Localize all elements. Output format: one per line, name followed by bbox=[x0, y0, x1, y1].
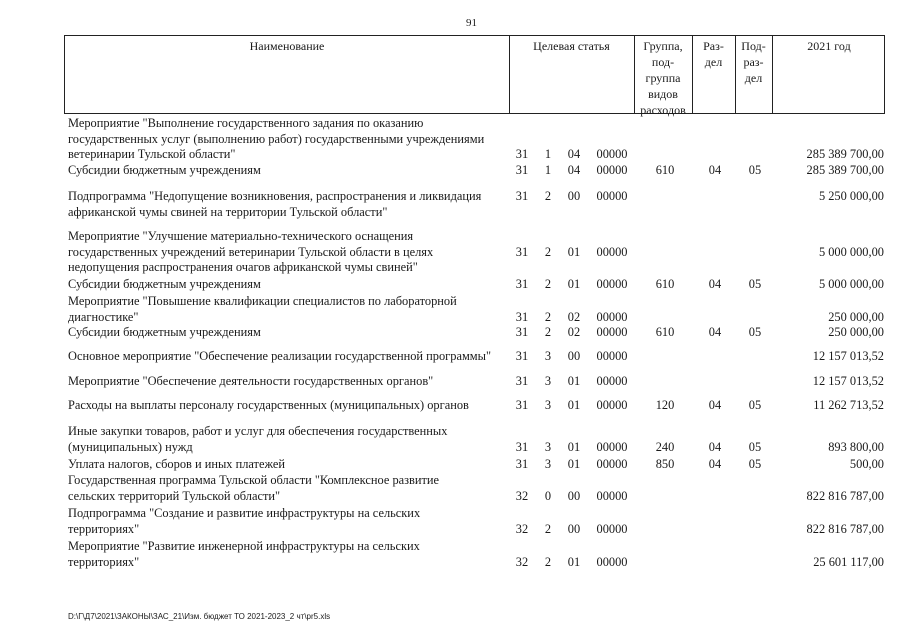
row-name-line: Подпрограмма "Недопущение возникновения, распространения и ликвидация bbox=[68, 189, 482, 203]
target-code-3: 04 bbox=[567, 163, 581, 177]
row-name-line: Мероприятие "Развитие инженерной инфраструктуры на сельских bbox=[68, 539, 420, 553]
target-code-3: 01 bbox=[567, 554, 581, 569]
podrazdel: 05 bbox=[748, 398, 762, 412]
target-code-2: 2 bbox=[544, 554, 552, 569]
podrazdel: 05 bbox=[748, 163, 762, 177]
podrazdel: 05 bbox=[748, 277, 762, 291]
amount-2021: 5 000 000,00 bbox=[818, 277, 884, 291]
row-name-line: Субсидии бюджетным учреждениям bbox=[68, 325, 261, 339]
header-group-line: Группа, bbox=[643, 39, 683, 53]
row-name-line: Мероприятие "Обеспечение деятельности государственных органов" bbox=[68, 374, 434, 388]
razdel: 04 bbox=[708, 398, 722, 412]
target-code-1: 31 bbox=[515, 147, 529, 161]
target-code-4: 00000 bbox=[596, 163, 628, 177]
amount-2021: 250 000,00 bbox=[828, 325, 884, 339]
row-name-line: Мероприятие "Улучшение материально-технического оснащения bbox=[68, 229, 414, 243]
page-number: 91 bbox=[466, 17, 477, 29]
target-code-4: 00000 bbox=[596, 325, 628, 339]
razdel: 04 bbox=[708, 277, 722, 291]
target-code-1: 31 bbox=[515, 439, 529, 454]
target-code-2: 3 bbox=[544, 398, 552, 412]
amount-2021: 12 157 013,52 bbox=[812, 349, 884, 363]
amount-2021: 5 000 000,00 bbox=[818, 244, 884, 259]
header-year: 2021 год bbox=[807, 39, 851, 53]
amount-2021: 250 000,00 bbox=[828, 309, 884, 324]
target-code-4: 00000 bbox=[596, 488, 628, 503]
target-code-3: 01 bbox=[567, 244, 581, 259]
target-code-2: 2 bbox=[544, 189, 552, 203]
podrazdel: 05 bbox=[748, 325, 762, 339]
header-razdel-line: дел bbox=[704, 55, 723, 69]
row-name-line: Мероприятие "Выполнение государственного задания по оказанию bbox=[68, 116, 424, 130]
row-name-line: ветеринарии Тульской области" bbox=[68, 147, 236, 161]
target-code-3: 01 bbox=[567, 277, 581, 291]
target-code-4: 00000 bbox=[596, 349, 628, 363]
target-code-1: 32 bbox=[515, 554, 529, 569]
row-name bbox=[68, 294, 508, 325]
target-code-1: 31 bbox=[515, 189, 529, 203]
row-name bbox=[68, 539, 508, 570]
target-code-1: 31 bbox=[515, 325, 529, 339]
amount-2021: 11 262 713,52 bbox=[813, 398, 884, 412]
target-code-1: 31 bbox=[515, 277, 529, 291]
row-name-line: Субсидии бюджетным учреждениям bbox=[68, 163, 261, 177]
target-code-3: 01 bbox=[567, 457, 581, 471]
podrazdel: 05 bbox=[748, 457, 762, 471]
row-name-line: (муниципальных) нужд bbox=[68, 439, 193, 454]
row-name-line: диагностике" bbox=[68, 309, 139, 324]
row-name-line: территориях" bbox=[68, 554, 140, 569]
expense-group: 850 bbox=[655, 457, 675, 471]
target-code-3: 00 bbox=[567, 189, 581, 203]
row-name bbox=[68, 189, 508, 220]
header-podrazdel-line: дел bbox=[744, 71, 763, 85]
row-name bbox=[68, 374, 508, 390]
header-podrazdel-line: раз- bbox=[743, 55, 764, 69]
expense-group: 240 bbox=[655, 439, 675, 454]
target-code-2: 2 bbox=[544, 325, 552, 339]
header-group-line: под- bbox=[651, 55, 675, 69]
amount-2021: 5 250 000,00 bbox=[818, 189, 884, 203]
target-code-2: 2 bbox=[544, 277, 552, 291]
target-code-4: 00000 bbox=[596, 189, 628, 203]
target-code-2: 2 bbox=[544, 244, 552, 259]
row-name-line: государственных услуг (выполнению работ) государственными учреждениями bbox=[68, 131, 485, 146]
row-name-line: территориях" bbox=[68, 521, 140, 536]
expense-group: 610 bbox=[655, 277, 675, 291]
row-name bbox=[68, 229, 508, 276]
target-code-3: 00 bbox=[567, 349, 581, 363]
target-code-2: 2 bbox=[544, 309, 552, 324]
header-group-line: группа bbox=[645, 71, 681, 85]
amount-2021: 285 389 700,00 bbox=[806, 163, 884, 177]
target-code-2: 2 bbox=[544, 521, 552, 536]
target-code-4: 00000 bbox=[596, 521, 628, 536]
header-group-line: видов bbox=[648, 87, 678, 101]
row-name bbox=[68, 457, 508, 473]
target-code-4: 00000 bbox=[596, 554, 628, 569]
expense-group: 610 bbox=[655, 163, 675, 177]
header-name: Наименование bbox=[249, 39, 325, 53]
header-group bbox=[634, 38, 692, 118]
razdel: 04 bbox=[708, 439, 722, 454]
target-code-2: 3 bbox=[544, 457, 552, 471]
target-code-4: 00000 bbox=[596, 244, 628, 259]
header-razdel-line: Раз- bbox=[703, 39, 724, 53]
expense-group: 610 bbox=[655, 325, 675, 339]
row-name bbox=[68, 116, 508, 163]
target-code-3: 01 bbox=[567, 398, 581, 412]
row-name-line: Субсидии бюджетным учреждениям bbox=[68, 277, 261, 291]
target-code-3: 00 bbox=[567, 488, 581, 503]
target-code-4: 00000 bbox=[596, 277, 628, 291]
target-code-4: 00000 bbox=[596, 439, 628, 454]
row-name bbox=[68, 277, 508, 293]
target-code-2: 3 bbox=[544, 374, 552, 388]
row-name-line: государственных учреждений ветеринарии Тульской области в целях bbox=[68, 244, 434, 259]
amount-2021: 500,00 bbox=[849, 457, 884, 471]
amount-2021: 822 816 787,00 bbox=[806, 488, 884, 503]
amount-2021: 285 389 700,00 bbox=[806, 147, 884, 161]
file-path-footer: D:\Г\Д7\2021\ЗАКОНЫ\ЗАС_21\Изм. бюджет ТО 2021-2023_2 чт\pr5.xls bbox=[68, 612, 331, 621]
razdel: 04 bbox=[708, 163, 722, 177]
target-code-2: 1 bbox=[544, 147, 552, 161]
row-name bbox=[68, 325, 508, 341]
row-name bbox=[68, 163, 508, 179]
target-code-2: 3 bbox=[544, 349, 552, 363]
target-code-1: 31 bbox=[515, 398, 529, 412]
row-name bbox=[68, 349, 508, 365]
row-name-line: Расходы на выплаты персоналу государственных (муниципальных) органов bbox=[68, 398, 469, 412]
target-code-3: 04 bbox=[567, 147, 581, 161]
row-name bbox=[68, 424, 508, 455]
target-code-4: 00000 bbox=[596, 374, 628, 388]
podrazdel: 05 bbox=[748, 439, 762, 454]
amount-2021: 893 800,00 bbox=[828, 439, 884, 454]
row-name-line: сельских территорий Тульской области" bbox=[68, 488, 281, 503]
header-podrazdel-line: Под- bbox=[741, 39, 766, 53]
row-name-line: недопущения распространения очагов африканской чумы свиней" bbox=[68, 260, 418, 274]
row-name bbox=[68, 473, 508, 504]
target-code-2: 3 bbox=[544, 439, 552, 454]
target-code-1: 31 bbox=[515, 309, 529, 324]
header-group-line: расходов bbox=[640, 103, 686, 117]
amount-2021: 25 601 117,00 bbox=[813, 554, 884, 569]
amount-2021: 822 816 787,00 bbox=[806, 521, 884, 536]
header-razdel bbox=[692, 38, 735, 70]
target-code-4: 00000 bbox=[596, 457, 628, 471]
target-code-1: 32 bbox=[515, 488, 529, 503]
target-code-3: 01 bbox=[567, 374, 581, 388]
target-code-4: 00000 bbox=[596, 147, 628, 161]
header-podrazdel bbox=[735, 38, 772, 86]
row-name-line: африканской чумы свиней на территории Тульской области" bbox=[68, 204, 388, 219]
row-name bbox=[68, 398, 508, 414]
target-code-2: 0 bbox=[544, 488, 552, 503]
header-target-article: Целевая статья bbox=[533, 39, 610, 53]
target-code-1: 31 bbox=[515, 457, 529, 471]
row-name-line: Уплата налогов, сборов и иных платежей bbox=[68, 457, 286, 471]
target-code-1: 32 bbox=[515, 521, 529, 536]
expense-group: 120 bbox=[655, 398, 675, 412]
target-code-2: 1 bbox=[544, 163, 552, 177]
row-name bbox=[68, 506, 508, 537]
target-code-3: 01 bbox=[567, 439, 581, 454]
target-code-3: 02 bbox=[567, 325, 581, 339]
row-name-line: Иные закупки товаров, работ и услуг для обеспечения государственных bbox=[68, 424, 448, 438]
target-code-1: 31 bbox=[515, 244, 529, 259]
razdel: 04 bbox=[708, 325, 722, 339]
target-code-4: 00000 bbox=[596, 398, 628, 412]
row-name-line: Государственная программа Тульской области "Комплексное развитие bbox=[68, 473, 440, 487]
row-name-line: Подпрограмма "Создание и развитие инфраструктуры на сельских bbox=[68, 506, 421, 520]
row-name-line: Мероприятие "Повышение квалификации специалистов по лабораторной bbox=[68, 294, 457, 308]
target-code-4: 00000 bbox=[596, 309, 628, 324]
target-code-1: 31 bbox=[515, 349, 529, 363]
target-code-3: 00 bbox=[567, 521, 581, 536]
target-code-1: 31 bbox=[515, 374, 529, 388]
amount-2021: 12 157 013,52 bbox=[812, 374, 884, 388]
razdel: 04 bbox=[708, 457, 722, 471]
target-code-3: 02 bbox=[567, 309, 581, 324]
target-code-1: 31 bbox=[515, 163, 529, 177]
table-header bbox=[64, 35, 885, 117]
row-name-line: Основное мероприятие "Обеспечение реализации государственной программы" bbox=[68, 349, 492, 363]
